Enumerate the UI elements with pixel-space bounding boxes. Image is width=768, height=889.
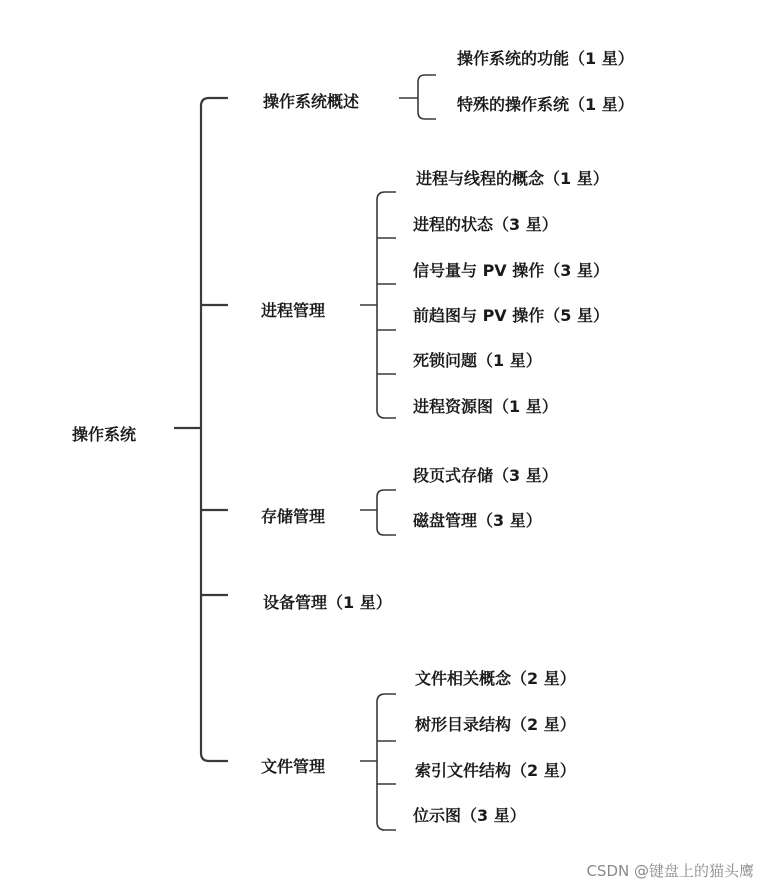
branch-file-connector xyxy=(360,694,396,830)
leaf-process-thread-concept: 进程与线程的概念（1 星） xyxy=(416,169,609,188)
branch-storage-connector xyxy=(360,490,396,535)
leaf-resource-graph: 进程资源图（1 星） xyxy=(413,397,558,416)
branch-file-management: 文件管理 xyxy=(261,757,326,776)
branch-storage-management: 存储管理 xyxy=(261,507,326,526)
leaf-file-concepts: 文件相关概念（2 星） xyxy=(415,669,576,688)
leaf-precedence-graph-pv: 前趋图与 PV 操作（5 星） xyxy=(413,306,609,325)
leaf-segment-paging: 段页式存储（3 星） xyxy=(413,466,558,485)
leaf-special-os: 特殊的操作系统（1 星） xyxy=(457,95,634,114)
branch-device-management: 设备管理（1 星） xyxy=(263,593,392,612)
leaf-disk-management: 磁盘管理（3 星） xyxy=(413,511,542,530)
leaf-bitmap: 位示图（3 星） xyxy=(413,806,526,825)
csdn-watermark: CSDN @键盘上的猫头鹰 xyxy=(586,862,754,880)
branch-process-connector xyxy=(360,192,396,418)
leaf-deadlock: 死锁问题（1 星） xyxy=(413,351,542,370)
branch-os-overview: 操作系统概述 xyxy=(263,92,360,111)
leaf-os-functions: 操作系统的功能（1 星） xyxy=(457,49,634,68)
leaf-indexed-file: 索引文件结构（2 星） xyxy=(415,761,576,780)
root-connector xyxy=(174,98,228,761)
leaf-tree-directory: 树形目录结构（2 星） xyxy=(415,715,576,734)
leaf-process-states: 进程的状态（3 星） xyxy=(413,215,558,234)
root-node: 操作系统 xyxy=(72,425,137,444)
leaf-semaphore-pv: 信号量与 PV 操作（3 星） xyxy=(413,261,609,280)
branch-process-management: 进程管理 xyxy=(261,301,326,320)
branch-os-overview-connector xyxy=(399,75,436,119)
